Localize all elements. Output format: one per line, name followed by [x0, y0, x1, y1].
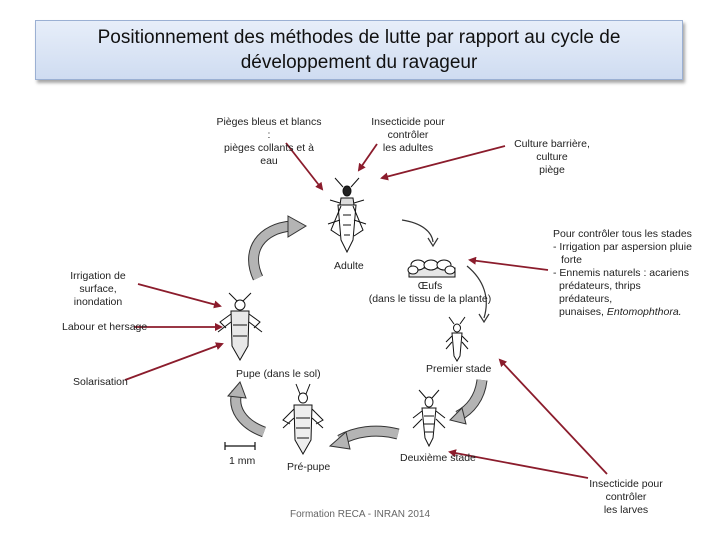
method-enemies-line3: punaises,: [559, 306, 604, 318]
method-surface-irrigation: [52, 270, 144, 309]
stage-label-prepupa: Pré-pupe: [287, 461, 331, 473]
stage-label-eggs-line2: (dans le tissu de la plante): [368, 293, 492, 305]
method-barrier: [500, 138, 604, 177]
slide-title: Positionnement des méthodes de lutte par rapport au cycle de développement du ravageur: [97, 27, 621, 73]
method-surface-irrigation-line2: inondation: [73, 296, 123, 308]
stage-label-second-instar: Deuxième stade: [400, 452, 476, 464]
method-traps-line1: Pièges bleus et blancs :: [216, 116, 322, 141]
method-all-stages: [553, 228, 693, 319]
method-insecticide-adults: [350, 116, 466, 155]
method-insecticide-larvae-line1: Insecticide pour contrôler: [589, 478, 663, 503]
method-traps: [214, 116, 324, 168]
method-all-stages-title: Pour contrôler tous les stades: [553, 228, 692, 240]
stage-label-eggs-line1: Œufs: [417, 280, 443, 292]
stage-label-adult: Adulte: [334, 260, 364, 272]
footer: Formation RECA - INRAN 2014: [289, 509, 431, 520]
cycle-arrow-second-to-prepupa: [330, 431, 398, 449]
method-surface-irrigation-line1: Irrigation de surface,: [70, 270, 126, 295]
method-irrigation-line1: - Irrigation par aspersion pluie: [553, 241, 692, 253]
first-instar-larva-icon: [446, 317, 468, 361]
scale-label: 1 mm: [229, 455, 256, 467]
method-enemies-line3-wrap: [553, 306, 693, 319]
adult-thrips-icon: [328, 178, 366, 252]
method-tillage: Labour et hersage: [62, 321, 148, 333]
cycle-arrow-first-to-second: [450, 380, 482, 424]
cycle-arrow-adult-to-eggs: [402, 220, 438, 246]
scale-bar-icon: [225, 442, 255, 450]
method-solarisation: Solarisation: [73, 376, 128, 388]
cycle-arrow-pupa-to-adult: [254, 216, 306, 278]
pointer-arrow-solarisation: [125, 344, 222, 380]
pointer-arrow-surface-irrigation: [138, 284, 220, 306]
egg-cluster-icon: [408, 260, 455, 277]
method-barrier-line2: piège: [539, 164, 565, 176]
prepupa-icon: [283, 384, 323, 454]
stage-label-pupa: Pupe (dans le sol): [236, 368, 321, 380]
pupa-icon: [218, 293, 262, 360]
method-insecticide-adults-line1: Insecticide pour contrôler: [371, 116, 445, 141]
cycle-arrow-prepupa-to-pupa: [228, 382, 264, 432]
method-enemies-italic: Entomophthora.: [606, 306, 682, 318]
method-insecticide-adults-line2: les adultes: [382, 142, 434, 154]
stage-label-first-instar: Premier stade: [426, 363, 492, 375]
method-enemies-line2: prédateurs, thrips prédateurs,: [559, 280, 641, 305]
pointer-arrow-all-stages: [470, 260, 548, 270]
method-insecticide-larvae-line2: les larves: [603, 504, 649, 516]
method-enemies-line1: - Ennemis naturels : acariens: [553, 267, 689, 279]
second-instar-larva-icon: [413, 390, 445, 446]
method-irrigation-line2: forte: [561, 254, 583, 266]
method-traps-line2: pièges collants et à eau: [224, 142, 314, 167]
stage-label-eggs: [368, 280, 492, 306]
method-barrier-line1: Culture barrière, culture: [514, 138, 590, 163]
